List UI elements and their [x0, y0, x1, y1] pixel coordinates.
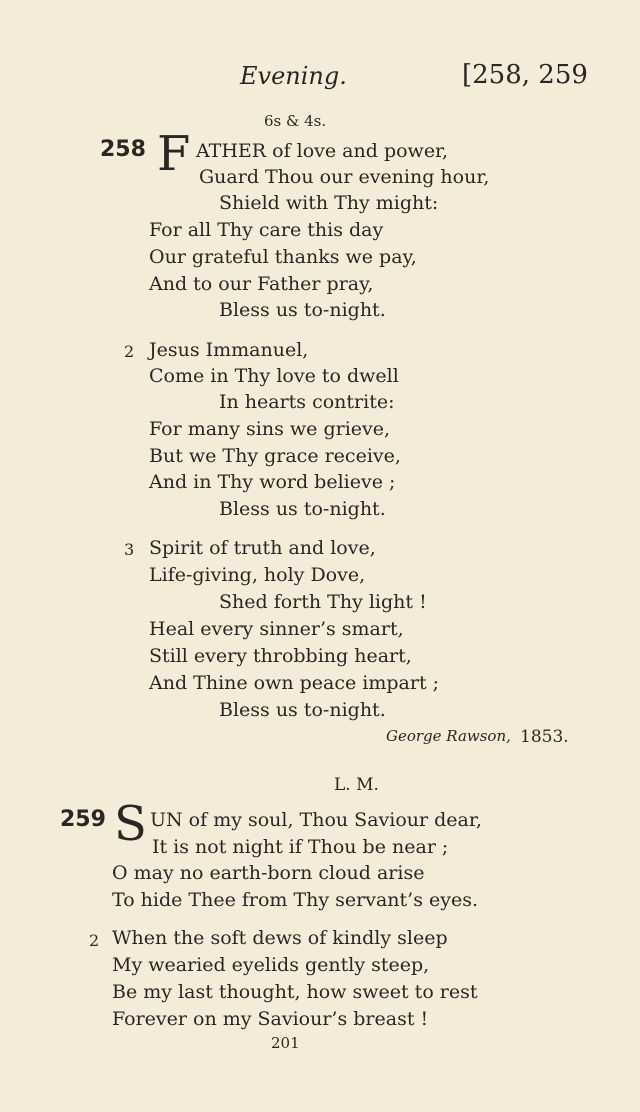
hymn-258-meter: 6s & 4s.	[264, 112, 327, 130]
hymn-258-s2-line: But we Thy grace receive,	[149, 445, 401, 467]
hymn-258-s1-line: Bless us to-night.	[219, 299, 386, 321]
hymn-258-verse-number: 3	[124, 540, 135, 559]
hymn-258-s3-line: Spirit of truth and love,	[149, 537, 376, 559]
hymn-number-range: [258, 259	[462, 60, 588, 90]
hymn-259-s2-line: Be my last thought, how sweet to rest	[112, 981, 478, 1003]
hymn-258-s1-line: For all Thy care this day	[149, 219, 384, 241]
hymn-258-s2-line: Jesus Immanuel,	[149, 339, 309, 361]
hymn-259-meter: L. M.	[334, 775, 379, 795]
hymn-258-s3-line: Heal every sinner’s smart,	[149, 618, 404, 640]
hymn-258-author: George Rawson,	[386, 727, 511, 745]
hymn-258-s3-line: Bless us to-night.	[219, 699, 386, 721]
hymn-258-s2-line: In hearts contrite:	[219, 391, 395, 413]
running-title: Evening.	[240, 62, 347, 90]
hymn-258-s2-line: And in Thy word believe ;	[149, 471, 396, 493]
hymn-259-verse-number: 2	[89, 931, 100, 950]
hymn-258-s2-line: Bless us to-night.	[219, 498, 386, 520]
hymn-258-year: 1853.	[520, 727, 569, 747]
hymn-258-s1-line: Guard Thou our evening hour,	[199, 166, 490, 188]
hymn-258-s3-line: And Thine own peace impart ;	[149, 672, 440, 694]
hymn-258-number: 258	[100, 137, 146, 162]
hymn-259-s1-line: To hide Thee from Thy servant’s eyes.	[112, 889, 479, 911]
hymn-258-s1-line: And to our Father pray,	[149, 273, 374, 295]
hymn-258-s1-line: Shield with Thy might:	[219, 192, 439, 214]
hymn-258-s3-line: Life-giving, holy Dove,	[149, 564, 366, 586]
hymn-258-first-line: ATHER of love and power,	[196, 140, 449, 162]
hymn-259-number: 259	[60, 807, 106, 832]
hymn-259-s2-line: When the soft dews of kindly sleep	[112, 927, 448, 949]
hymn-258-s2-line: Come in Thy love to dwell	[149, 365, 399, 387]
hymn-259-s2-line: Forever on my Saviour’s breast !	[112, 1008, 429, 1030]
hymn-258-s1-line: Our grateful thanks we pay,	[149, 246, 417, 268]
hymn-259-s1-line: It is not night if Thou be near ;	[152, 836, 449, 858]
page-number: 201	[271, 1034, 300, 1052]
hymn-258-s3-line: Still every throbbing heart,	[149, 645, 412, 667]
hymn-258-verse-number: 2	[124, 342, 135, 361]
hymn-259-s2-line: My wearied eyelids gently steep,	[112, 954, 430, 976]
hymn-259-first-line: UN of my soul, Thou Saviour dear,	[150, 809, 482, 831]
hymn-259-s1-line: O may no earth-born cloud arise	[112, 862, 425, 884]
hymn-258-drop-cap: F	[157, 126, 191, 182]
hymn-259-drop-cap: S	[114, 796, 147, 852]
hymn-258-s3-line: Shed forth Thy light !	[219, 591, 427, 613]
hymn-258-s2-line: For many sins we grieve,	[149, 418, 391, 440]
